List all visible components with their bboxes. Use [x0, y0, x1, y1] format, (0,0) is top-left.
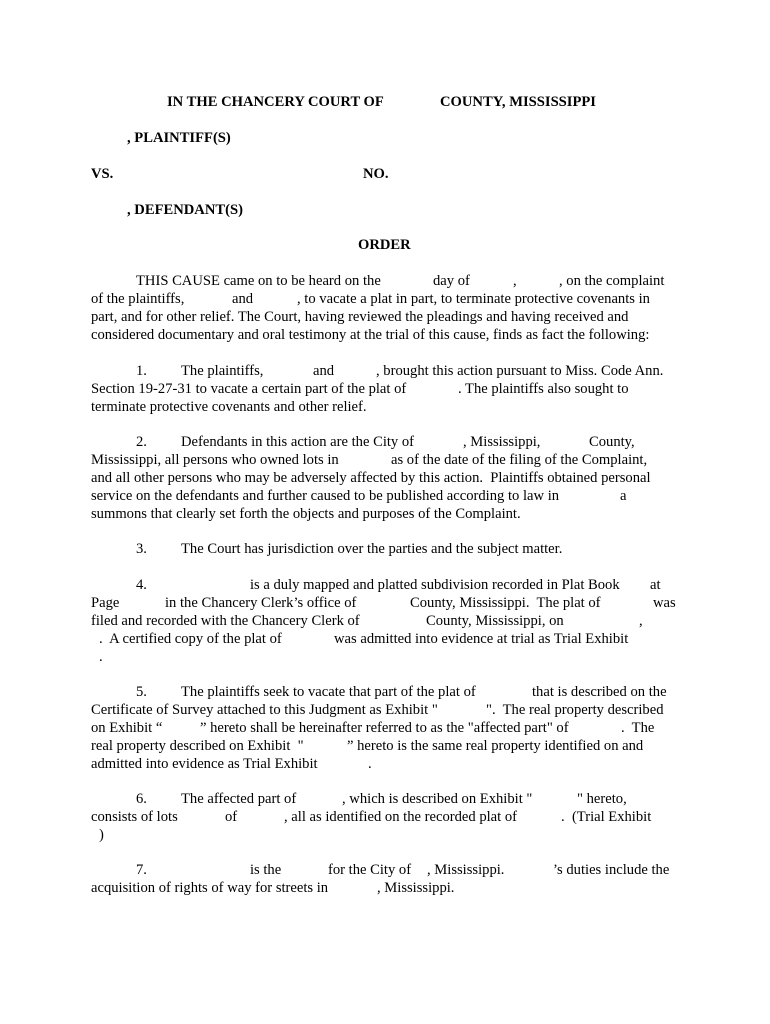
paragraph-text: was: [653, 595, 676, 611]
paragraph-text: acquisition of rights of way for streets in: [91, 880, 329, 896]
court-heading-right: COUNTY, MISSISSIPPI: [440, 94, 596, 110]
intro-text: and: [232, 291, 254, 307]
paragraph-text: was admitted into evidence at trial as Trial Exhibit: [334, 631, 629, 647]
paragraph-text: Certificate of Survey attached to this Judgment as Exhibit ": [91, 702, 438, 718]
intro-text: day of: [433, 273, 470, 289]
paragraph-text: , Mississippi.: [427, 862, 505, 878]
paragraph-text: service on the defendants and further caused to be published according to law in: [91, 488, 560, 504]
intro-text: , on the complaint: [559, 273, 665, 289]
paragraph-text: . (Trial Exhibit: [561, 809, 652, 825]
paragraph-number: 7.: [136, 862, 147, 878]
paragraph-text: County, Mississippi, on: [426, 613, 564, 629]
plaintiff-label: , PLAINTIFF(S): [127, 130, 231, 146]
intro-text: considered documentary and oral testimony at the trial of this cause, finds as fact the following:: [91, 327, 650, 343]
paragraph-text: is a duly mapped and platted subdivision recorded in Plat Book: [250, 577, 620, 593]
paragraph-number: 2.: [136, 434, 147, 450]
versus-label: VS.: [91, 166, 114, 182]
paragraph-text: The affected part of: [181, 791, 297, 807]
paragraph-text: ): [99, 827, 104, 843]
paragraph-number: 3.: [136, 541, 147, 557]
paragraph-text: ” hereto shall be hereinafter referred to as the "affected part" of: [200, 720, 569, 736]
paragraph-text: consists of lots: [91, 809, 178, 825]
paragraph-text: County,: [589, 434, 635, 450]
paragraph-text: and: [313, 363, 335, 379]
paragraph-text: and all other persons who may be adversely affected by this action. Plaintiffs obtained personal: [91, 470, 651, 486]
paragraph-text: The Court has jurisdiction over the parties and the subject matter.: [181, 541, 563, 557]
paragraph-text: .: [99, 649, 103, 665]
paragraph-text: , which is described on Exhibit ": [342, 791, 533, 807]
court-heading-left: IN THE CHANCERY COURT OF: [167, 94, 384, 110]
defendant-label: , DEFENDANT(S): [127, 202, 243, 218]
paragraph-text: Page: [91, 595, 120, 611]
paragraph-number: 4.: [136, 577, 147, 593]
paragraph-text: Defendants in this action are the City of: [181, 434, 415, 450]
paragraph-text: ’s duties include the: [553, 862, 670, 878]
paragraph-text: of: [225, 809, 238, 825]
paragraph-text: summons that clearly set forth the objects and purposes of the Complaint.: [91, 506, 521, 522]
paragraph-text: for the City of: [328, 862, 412, 878]
paragraph-text: terminate protective covenants and other relief.: [91, 399, 367, 415]
order-title: ORDER: [358, 237, 411, 253]
paragraph-text: , all as identified on the recorded plat of: [284, 809, 518, 825]
paragraph-number: 5.: [136, 684, 147, 700]
intro-text: part, and for other relief. The Court, having reviewed the pleadings and having received and: [91, 309, 629, 325]
paragraph-text: , Mississippi.: [377, 880, 455, 896]
paragraph-text: , brought this action pursuant to Miss. Code Ann.: [376, 363, 664, 379]
paragraph-text: The plaintiffs seek to vacate that part of the plat of: [181, 684, 476, 700]
paragraph-text: ,: [639, 613, 643, 629]
paragraph-text: Section 19-27-31 to vacate a certain part of the plat of: [91, 381, 407, 397]
paragraph-text: as of the date of the filing of the Complaint,: [391, 452, 648, 468]
paragraph-text: ". The real property described: [486, 702, 664, 718]
paragraph-text: ” hereto is the same real property identified on and: [347, 738, 644, 754]
paragraph-text: admitted into evidence as Trial Exhibit: [91, 756, 318, 772]
paragraph-text: The plaintiffs,: [181, 363, 264, 379]
intro-text: THIS CAUSE came on to be heard on the: [136, 273, 381, 289]
paragraph-text: a: [620, 488, 627, 504]
paragraph-number: 1.: [136, 363, 147, 379]
paragraph-text: that is described on the: [532, 684, 667, 700]
intro-text: ,: [513, 273, 517, 289]
paragraph-text: on Exhibit “: [91, 720, 163, 736]
paragraph-text: , Mississippi,: [463, 434, 541, 450]
paragraph-text: Mississippi, all persons who owned lots in: [91, 452, 339, 468]
paragraph-text: in the Chancery Clerk’s office of: [165, 595, 357, 611]
paragraph-text: " hereto,: [577, 791, 627, 807]
paragraph-number: 6.: [136, 791, 147, 807]
intro-text: of the plaintiffs,: [91, 291, 185, 307]
paragraph-text: is the: [250, 862, 282, 878]
paragraph-text: County, Mississippi. The plat of: [410, 595, 601, 611]
paragraph-text: filed and recorded with the Chancery Clerk of: [91, 613, 360, 629]
paragraph-text: at: [650, 577, 661, 593]
paragraph-text: real property described on Exhibit ": [91, 738, 304, 754]
intro-text: , to vacate a plat in part, to terminate protective covenants in: [297, 291, 650, 307]
case-number-label: NO.: [363, 166, 389, 182]
paragraph-text: . The: [621, 720, 655, 736]
paragraph-text: .: [368, 756, 372, 772]
paragraph-text: . A certified copy of the plat of: [99, 631, 282, 647]
paragraph-text: . The plaintiffs also sought to: [458, 381, 629, 397]
